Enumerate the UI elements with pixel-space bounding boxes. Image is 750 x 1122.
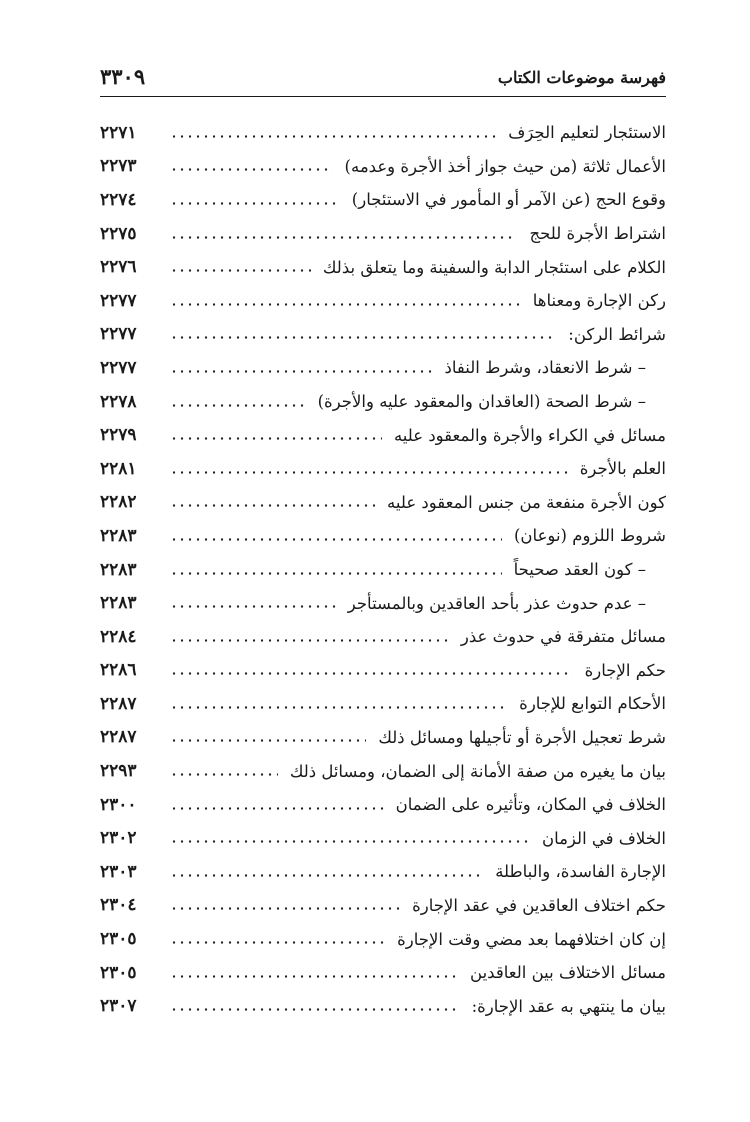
- dot-leader: [170, 773, 278, 776]
- toc-entry-title: حكم اختلاف العاقدين في عقد الإجارة: [412, 895, 666, 915]
- dot-leader: [170, 941, 385, 944]
- toc-entry-title: مسائل متفرقة في حدوث عذر: [460, 627, 666, 647]
- dot-leader: [170, 1008, 460, 1011]
- toc-entry-title: – شرط الصحة (العاقدان والمعقود عليه والأجرة): [317, 392, 646, 412]
- dot-leader: [170, 471, 568, 474]
- dot-leader: [170, 303, 521, 306]
- toc-entry-title: كون الأجرة منفعة من جنس المعقود عليه: [387, 492, 666, 512]
- dot-leader: [170, 672, 573, 675]
- toc-entry-page: ٢٢٧٧: [100, 357, 137, 378]
- dot-leader: [170, 874, 483, 877]
- toc-entry: [100, 788, 666, 822]
- toc-entry-title: مسائل في الكراء والأجرة والمعقود عليه: [393, 425, 666, 445]
- toc-entry-title: – عدم حدوث عذر بأحد العاقدين وبالمستأجر: [347, 593, 646, 613]
- toc-entry-page: ٢٣٠٧: [100, 996, 137, 1017]
- dot-leader: [170, 840, 530, 843]
- toc-entry-title: الكلام على استئجار الدابة والسفينة وما يتعلق بذلك: [322, 257, 666, 277]
- toc-entry: [100, 150, 666, 184]
- toc-entry-title: بيان ما ينتهي به عقد الإجارة:: [471, 996, 666, 1016]
- dot-leader: [170, 639, 449, 642]
- toc-entry-title: الخلاف في الزمان: [541, 828, 666, 848]
- toc-entry-title: حكم الإجارة: [584, 660, 666, 680]
- toc-entry-title: إن كان اختلافهما بعد مضي وقت الإجارة: [397, 929, 666, 949]
- toc-entry-page: ٢٢٧٤: [100, 189, 137, 210]
- dot-leader: [170, 269, 311, 272]
- toc-entry: [100, 855, 666, 889]
- toc-entry-page: ٢٢٨٧: [100, 727, 137, 748]
- toc-entry-title: – شرط الانعقاد، وشرط النفاذ: [444, 358, 646, 378]
- toc-entry-page: ٢٢٨١: [100, 458, 137, 479]
- dot-leader: [170, 404, 306, 407]
- toc-entry-title: الاستئجار لتعليم الحِرَف: [508, 123, 666, 143]
- toc-entry: [100, 183, 666, 217]
- dot-leader: [170, 572, 502, 575]
- toc-entry: [100, 989, 666, 1023]
- toc-entry-title: الإجارة الفاسدة، والباطلة: [495, 862, 666, 882]
- toc-entry-page: ٢٢٧٥: [100, 223, 137, 244]
- toc-entry: [100, 889, 666, 923]
- dot-leader: [170, 236, 517, 239]
- header-rule: [100, 96, 666, 97]
- toc-entry-page: ٢٢٨٣: [100, 593, 137, 614]
- toc-entry-page: ٢٣٠٣: [100, 861, 137, 882]
- toc-entry: [100, 620, 666, 654]
- toc-entry-page: ٢٢٧٩: [100, 425, 137, 446]
- toc-entry: [100, 687, 666, 721]
- toc-entry-page: ٢٣٠٤: [100, 895, 137, 916]
- toc-entry: [100, 519, 666, 553]
- page-header: [100, 52, 666, 90]
- toc-entry: [100, 250, 666, 284]
- dot-leader: [170, 975, 458, 978]
- toc-entry-page: ٢٢٨٧: [100, 693, 137, 714]
- dot-leader: [170, 370, 433, 373]
- dot-leader: [170, 807, 384, 810]
- running-title: فهرسة موضوعات الكتاب: [497, 68, 666, 87]
- toc-entry: [100, 284, 666, 318]
- toc-entry-title: بيان ما يغيره من صفة الأمانة إلى الضمان، ومسائل ذلك: [289, 761, 666, 781]
- toc-entry-title: العلم بالأجرة: [579, 459, 666, 479]
- dot-leader: [170, 135, 496, 138]
- toc-entry-title: الأعمال ثلاثة (من حيث جواز أخذ الأجرة وعدمه): [344, 156, 666, 176]
- toc-entry-page: ٢٢٧٧: [100, 290, 137, 311]
- toc-entry-page: ٢٣٠٠: [100, 794, 137, 815]
- toc-entry-title: الخلاف في المكان، وتأثيره على الضمان: [395, 795, 666, 815]
- toc-entry: [100, 721, 666, 755]
- dot-leader: [170, 437, 382, 440]
- toc-entry: [100, 956, 666, 990]
- dot-leader: [170, 336, 556, 339]
- dot-leader: [170, 706, 507, 709]
- toc-entry: [100, 418, 666, 452]
- dot-leader: [170, 504, 375, 507]
- dot-leader: [170, 605, 336, 608]
- toc-entry: [100, 452, 666, 486]
- toc-entry-title: – كون العقد صحيحاً: [513, 560, 646, 580]
- toc-entry-title: الأحكام التوابع للإجارة: [519, 694, 666, 714]
- toc-subentry: [100, 385, 666, 419]
- dot-leader: [170, 202, 340, 205]
- toc-entry-page: ٢٢٨٣: [100, 525, 137, 546]
- toc-entry-page: ٢٢٩٣: [100, 761, 137, 782]
- dot-leader: [170, 168, 333, 171]
- toc-entry-page: ٢٢٧٧: [100, 324, 137, 345]
- toc-entry: [100, 654, 666, 688]
- toc-subentry: [100, 586, 666, 620]
- toc-entry: [100, 922, 666, 956]
- toc-entry-title: شروط اللزوم (نوعان): [514, 526, 666, 546]
- toc-subentry: [100, 553, 666, 587]
- toc-entry-title: شرائط الركن:: [568, 324, 666, 344]
- toc-entry-title: ركن الإجارة ومعناها: [532, 291, 666, 311]
- toc-subentry: [100, 351, 666, 385]
- toc-entry-page: ٢٣٠٢: [100, 828, 137, 849]
- toc-entry-title: مسائل الاختلاف بين العاقدين: [470, 963, 666, 983]
- toc-entry: [100, 486, 666, 520]
- toc-entry-title: شرط تعجيل الأجرة أو تأجيلها ومسائل ذلك: [378, 727, 666, 747]
- dot-leader: [170, 538, 502, 541]
- toc-entry-page: ٢٢٧٣: [100, 156, 137, 177]
- toc-entry-page: ٢٢٨٤: [100, 626, 137, 647]
- toc-entry-page: ٢٢٧٨: [100, 391, 137, 412]
- toc-entry: [100, 318, 666, 352]
- dot-leader: [170, 739, 366, 742]
- toc-entry-title: وقوع الحج (عن الآمر أو المأمور في الاستئجار): [351, 190, 666, 210]
- toc-entry: [100, 754, 666, 788]
- toc-entry-page: ٢٢٨٣: [100, 559, 137, 580]
- toc-entry-page: ٢٣٠٥: [100, 962, 137, 983]
- toc-entry-page: ٢٢٨٢: [100, 492, 137, 513]
- page-number: ٣٣٠٩: [100, 64, 146, 89]
- toc-entry-page: ٢٢٧١: [100, 122, 137, 143]
- toc-entry-page: ٢٢٧٦: [100, 257, 137, 278]
- toc-entry-title: اشتراط الأجرة للحج: [529, 224, 666, 244]
- toc-entry: [100, 116, 666, 150]
- dot-leader: [170, 907, 400, 910]
- table-of-contents: [100, 116, 666, 1023]
- toc-entry: [100, 821, 666, 855]
- toc-entry-page: ٢٣٠٥: [100, 929, 137, 950]
- toc-entry: [100, 217, 666, 251]
- toc-entry-page: ٢٢٨٦: [100, 660, 137, 681]
